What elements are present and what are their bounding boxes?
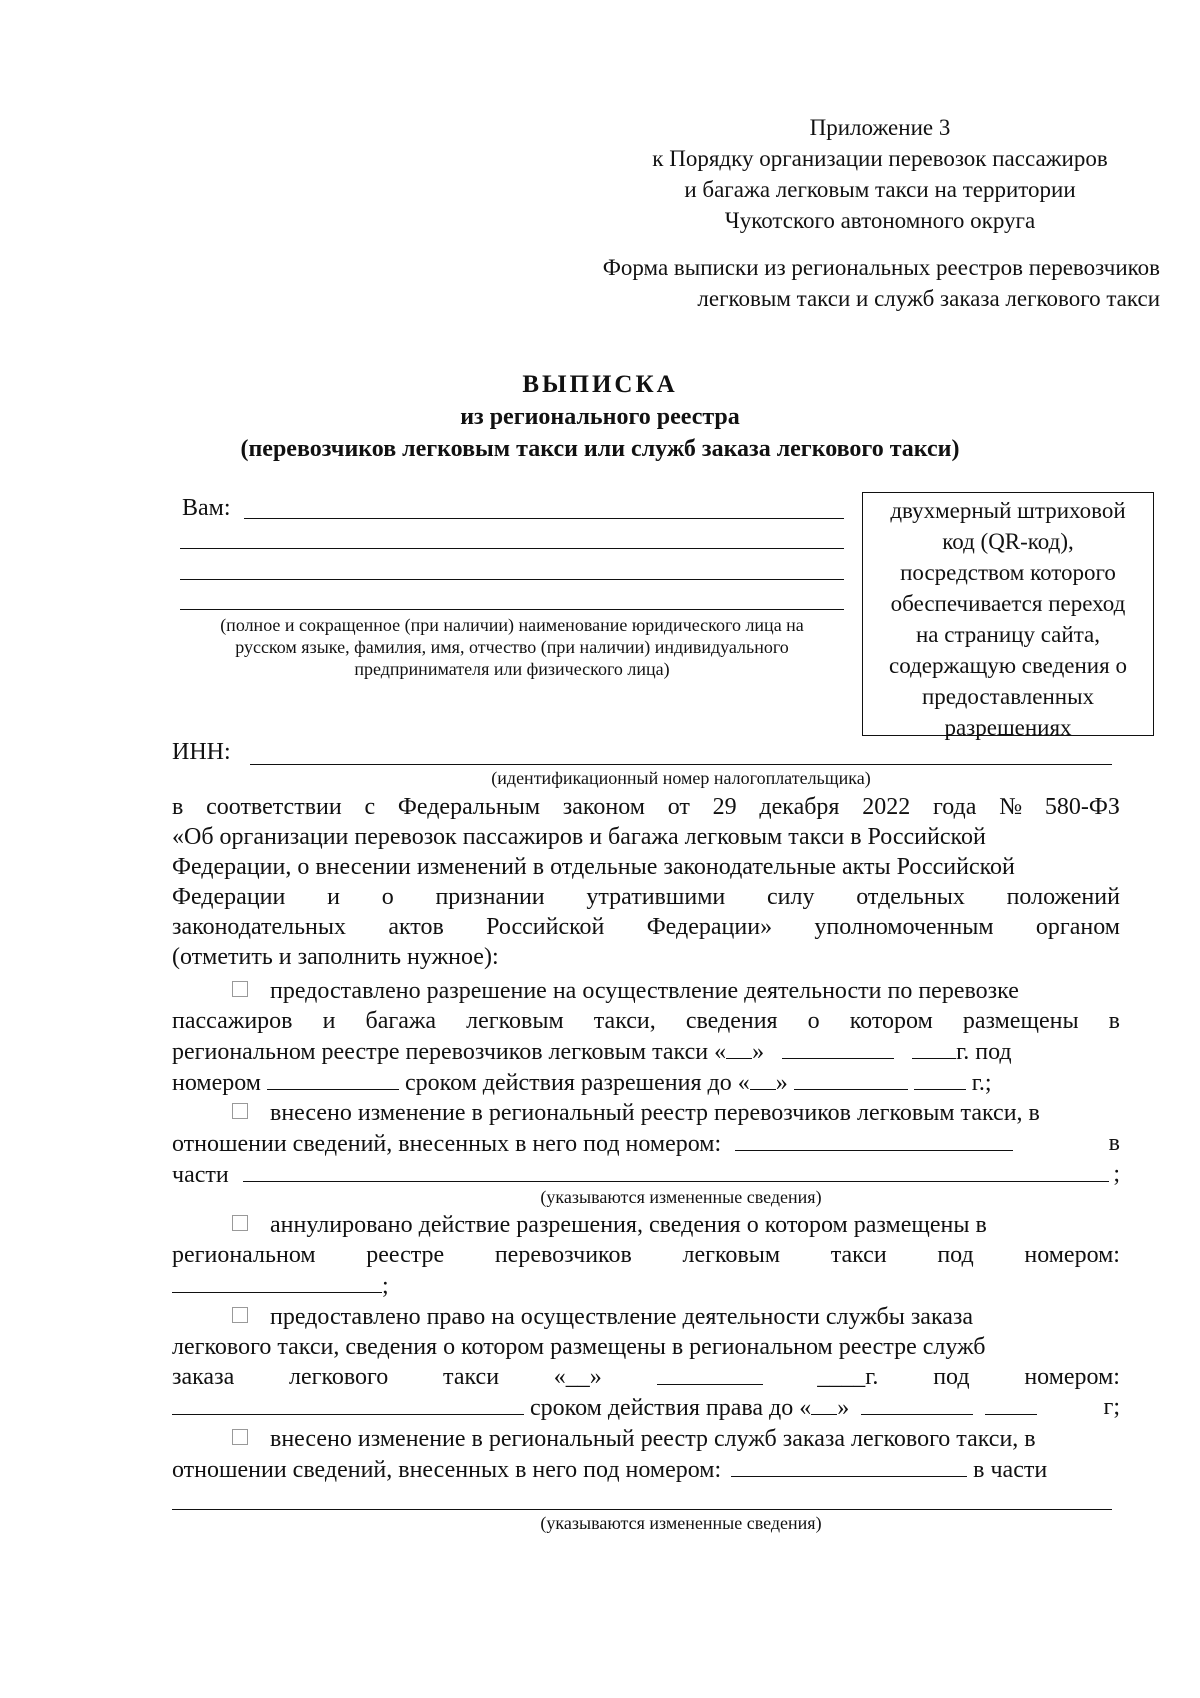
option-line: предоставлено право на осуществление деятельности службы заказа <box>172 1302 1120 1332</box>
option-line: части ; <box>172 1161 1120 1188</box>
changed-details-caption: (указываются измененные сведения) <box>540 1187 822 1207</box>
dispatch-register-month-field[interactable] <box>657 1362 763 1385</box>
qr-note-line: содержащую сведения о <box>889 653 1127 678</box>
document-subtitle: (перевозчиков легковым такси или служб заказа легкового такси) <box>240 436 960 462</box>
caption-line: русском языке, фамилия, имя, отчество (при наличии) индивидуального <box>235 637 789 657</box>
recipient-label: Вам: <box>182 495 231 521</box>
permit-valid-day-field[interactable] <box>750 1067 776 1090</box>
option-line: региональном реестре перевозчиков легковым такси « » г. под <box>172 1036 1120 1067</box>
permit-valid-month-field[interactable] <box>794 1067 908 1090</box>
intro-line: Федерации, о внесении изменений в отдельные законодательные акты Российской <box>172 854 1015 880</box>
form-title <box>520 252 1160 314</box>
form-title-line: легковым такси и служб заказа легкового такси <box>697 286 1160 311</box>
recipient-field-line[interactable] <box>180 609 844 610</box>
dispatch-right-checkbox[interactable] <box>232 1307 248 1323</box>
option-line: отношении сведений, внесенных в него под номером: в части <box>172 1454 1120 1485</box>
recipient-field-line[interactable] <box>180 579 844 580</box>
carrier-change-number-field[interactable] <box>735 1128 1013 1151</box>
qr-note-line: двухмерный штриховой <box>890 498 1126 523</box>
option-line: внесено изменение в региональный реестр перевозчиков легковым такси, в <box>172 1098 1120 1128</box>
option-line: ; <box>172 1270 1120 1301</box>
inn-label: ИНН: <box>172 739 231 765</box>
option-line: отношении сведений, внесенных в него под номером: в <box>172 1130 1120 1157</box>
option-permit-annulled <box>172 1210 1120 1301</box>
register-day-field[interactable] <box>726 1036 752 1059</box>
option-line: внесено изменение в региональный реестр служб заказа легкового такси, в <box>172 1424 1120 1454</box>
qr-note-line: предоставленных <box>921 684 1095 709</box>
appendix-header <box>600 112 1160 236</box>
appendix-line: к Порядку организации перевозок пассажиров <box>652 146 1108 171</box>
document-subtitle: из регионального реестра <box>460 404 740 430</box>
qr-note-line: посредством которого <box>900 560 1116 585</box>
form-title-line: Форма выписки из региональных реестров перевозчиков <box>602 255 1160 280</box>
option-line: аннулировано действие разрешения, сведения о котором размещены в <box>172 1210 1120 1240</box>
qr-note-line: разрешениях <box>944 715 1072 740</box>
intro-paragraph <box>172 792 1120 972</box>
appendix-line: и багажа легковым такси на территории <box>684 177 1076 202</box>
recipient-field-line[interactable] <box>180 548 844 549</box>
dispatch-valid-year-field[interactable] <box>985 1392 1037 1415</box>
recipient-caption <box>172 614 852 680</box>
inn-caption: (идентификационный номер налогоплательщика) <box>491 768 871 788</box>
dispatch-number-field[interactable] <box>172 1392 524 1415</box>
document-title: ВЫПИСКА <box>522 371 678 398</box>
option-line: заказа легкового такси «__» ____г. под номером: <box>172 1364 1120 1390</box>
qr-note-line: код (QR-код), <box>942 529 1074 554</box>
option-dispatch-registry-change <box>172 1424 1120 1485</box>
inn-field-line[interactable] <box>250 764 1112 765</box>
option-line: сроком действия права до « » г; <box>172 1392 1120 1423</box>
caption-line: (полное и сокращенное (при наличии) наименование юридического лица на <box>220 615 804 635</box>
carrier-change-checkbox[interactable] <box>232 1103 248 1119</box>
changed-details-caption: (указываются измененные сведения) <box>540 1513 822 1533</box>
register-month-field[interactable] <box>782 1036 894 1059</box>
dispatch-valid-month-field[interactable] <box>861 1392 973 1415</box>
qr-note-line: обеспечивается переход <box>890 591 1126 616</box>
intro-line: законодательных актов Российской Федерации» уполномоченным органом <box>172 914 1120 940</box>
register-year-field[interactable] <box>912 1036 956 1059</box>
option-carrier-registry-change <box>172 1098 1120 1190</box>
carrier-change-details-field[interactable] <box>243 1159 1109 1182</box>
option-line: номером сроком действия разрешения до « » г.; <box>172 1067 1120 1098</box>
permit-valid-year-field[interactable] <box>914 1067 966 1090</box>
qr-code-note <box>863 493 1153 743</box>
intro-line: (отметить и заполнить нужное): <box>172 944 499 970</box>
dispatch-change-details-field[interactable] <box>172 1509 1112 1510</box>
permit-granted-checkbox[interactable] <box>232 981 248 997</box>
option-permit-granted <box>172 976 1120 1098</box>
dispatch-change-checkbox[interactable] <box>232 1429 248 1445</box>
intro-line: «Об организации перевозок пассажиров и багажа легковым такси в Российской <box>172 824 986 850</box>
option-dispatch-right-granted <box>172 1302 1120 1423</box>
appendix-line: Приложение 3 <box>809 115 951 140</box>
annulled-number-field[interactable] <box>172 1270 382 1293</box>
permit-number-field[interactable] <box>267 1067 399 1090</box>
option-line: предоставлено разрешение на осуществление деятельности по перевозке <box>172 976 1120 1006</box>
recipient-field-line[interactable] <box>244 518 844 519</box>
dispatch-valid-day-field[interactable] <box>811 1392 837 1415</box>
option-line: легкового такси, сведения о котором размещены в региональном реестре служб <box>172 1334 986 1360</box>
caption-line: предпринимателя или физического лица) <box>354 659 670 679</box>
qr-code-placeholder <box>862 492 1154 740</box>
dispatch-change-number-field[interactable] <box>731 1454 967 1477</box>
permit-annulled-checkbox[interactable] <box>232 1215 248 1231</box>
qr-note-line: на страницу сайта, <box>916 622 1100 647</box>
intro-line: в соответствии с Федеральным законом от 29 декабря 2022 года № 580-ФЗ <box>172 794 1120 820</box>
appendix-line: Чукотского автономного округа <box>724 208 1036 233</box>
option-line: региональном реестре перевозчиков легковым такси под номером: <box>172 1242 1120 1268</box>
intro-line: Федерации и о признании утратившими силу отдельных положений <box>172 884 1120 910</box>
option-line: пассажиров и багажа легковым такси, сведения о котором размещены в <box>172 1008 1120 1034</box>
